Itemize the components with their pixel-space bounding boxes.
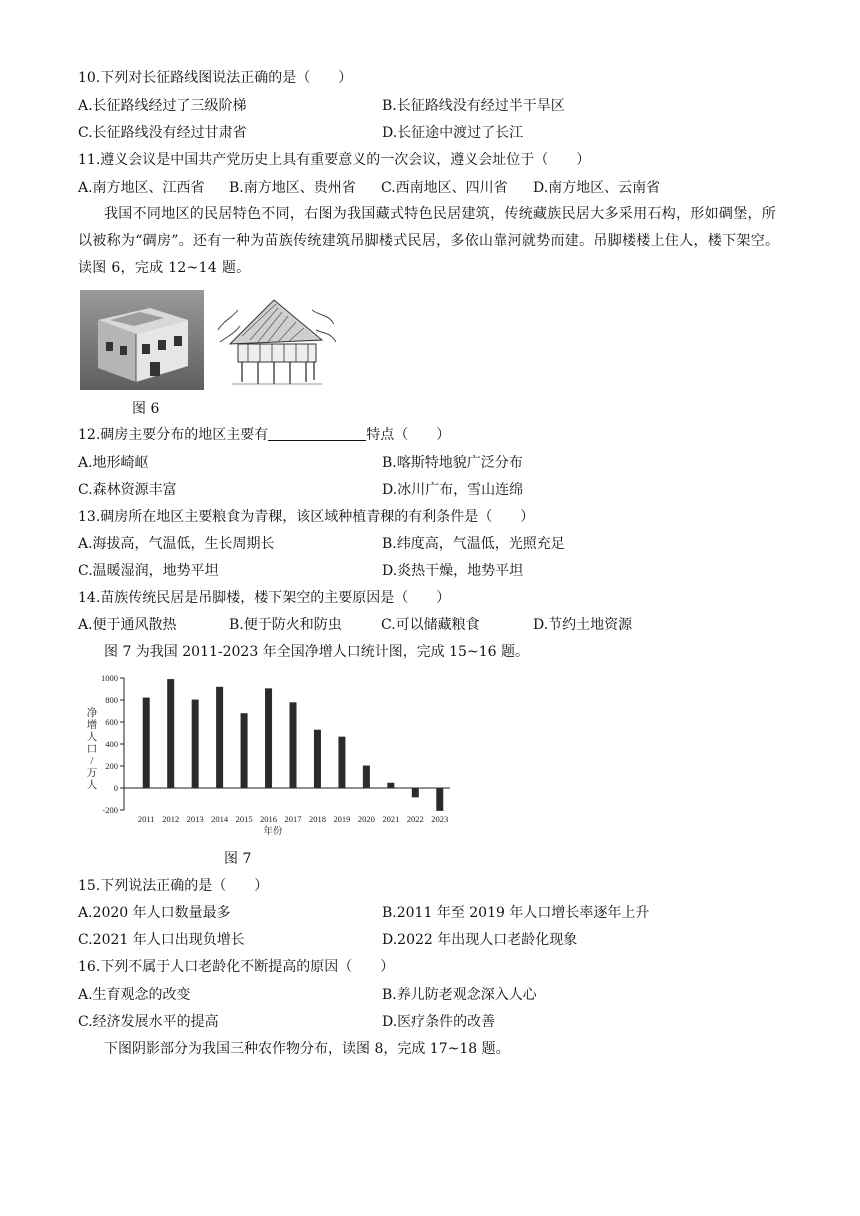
- bar-2017: [290, 702, 297, 788]
- y-tick-label: 400: [105, 739, 118, 749]
- x-tick-label: 2014: [211, 814, 229, 824]
- q16-stem: 16.下列不属于人口老龄化不断提高的原因（ ）: [78, 959, 395, 975]
- q10-stem: 10.下列对长征路线图说法正确的是（ ）: [78, 70, 353, 86]
- y-axis-label-char: 万: [86, 768, 98, 779]
- q16-option-d: D.医疗条件的改善: [382, 1014, 496, 1030]
- q13-option-a: A.海拔高，气温低，生长周期长: [78, 536, 275, 552]
- bar-2015: [241, 713, 248, 788]
- q13-stem: 13.碉房所在地区主要粮食为青稞，该区域种植青稞的有利条件是（ ）: [78, 509, 535, 525]
- y-tick-label: 1000: [101, 673, 118, 683]
- bar-2020: [363, 766, 370, 788]
- q14-stem: 14.苗族传统民居是吊脚楼，楼下架空的主要原因是（ ）: [78, 590, 451, 606]
- x-axis-label: 年份: [263, 827, 283, 837]
- y-tick-label: 200: [105, 761, 118, 771]
- bar-2012: [167, 679, 174, 788]
- x-tick-label: 2012: [162, 814, 180, 824]
- figure-7-chart: [78, 668, 468, 838]
- figure-7-caption: 图 7: [224, 851, 252, 867]
- q16-option-b: B.养儿防老观念深入人心: [382, 987, 537, 1003]
- bar-2013: [192, 700, 199, 788]
- q14-option-a: A.便于通风散热: [78, 617, 177, 633]
- x-tick-label: 2017: [284, 814, 302, 824]
- x-tick-label: 2023: [431, 814, 449, 824]
- y-tick-label: 600: [105, 717, 118, 727]
- q10-option-d: D.长征途中渡过了长江: [382, 125, 524, 141]
- q15-option-d: D.2022 年出现人口老龄化现象: [382, 932, 578, 948]
- q14-option-c: C.可以储藏粮食: [381, 617, 480, 633]
- bar-2023: [436, 788, 443, 811]
- q11-stem: 11.遵义会议是中国共产党历史上具有重要意义的一次会议，遵义会址位于（ ）: [78, 152, 591, 168]
- bar-2011: [143, 698, 150, 788]
- y-axis-label-char: 净: [86, 708, 98, 719]
- q11-option-d: D.南方地区、云南省: [533, 180, 661, 196]
- intro-fig7: 图 7 为我国 2011-2023 年全国净增人口统计图，完成 15~16 题。: [104, 644, 529, 660]
- q12-option-d: D.冰川广布，雪山连绵: [382, 482, 524, 498]
- q12-stem-before: 12.碉房主要分布的地区主要有: [78, 427, 269, 443]
- q10-option-a: A.长征路线经过了三级阶梯: [78, 98, 247, 114]
- intro-fig6-paragraph: 我国不同地区的民居特色不同，右图为我国藏式特色民居建筑，传统藏族民居大多采用石构，形如碉堡，所以被称为“碉房”。还有一种为苗族传统建筑吊脚楼式民居，多依山靠河就势而建。吊脚楼楼上住人，楼下架空。读图 6，完成 12~14 题。: [78, 206, 780, 276]
- x-tick-label: 2018: [308, 814, 326, 824]
- y-tick-label: 800: [105, 695, 118, 705]
- q15-option-c: C.2021 年人口出现负增长: [78, 932, 245, 948]
- q15-stem: 15.下列说法正确的是（ ）: [78, 878, 269, 894]
- q16-option-a: A.生育观念的改变: [78, 987, 191, 1003]
- x-tick-label: 2011: [137, 814, 155, 824]
- q15-option-a: A.2020 年人口数量最多: [78, 905, 231, 921]
- bar-2021: [387, 783, 394, 788]
- y-axis-label-char: /: [90, 756, 94, 767]
- q12-stem-after: 特点（ ）: [366, 427, 451, 443]
- bar-2019: [338, 737, 345, 788]
- x-tick-label: 2022: [406, 814, 424, 824]
- y-tick-label: -200: [102, 805, 118, 815]
- intro-fig8: 下图阴影部分为我国三种农作物分布，读图 8，完成 17~18 题。: [104, 1041, 510, 1057]
- y-axis-label-char: 口: [86, 744, 98, 755]
- q12-stem: [78, 426, 450, 444]
- miao-stilt-house-image: [212, 290, 338, 390]
- q12-option-a: A.地形崎岖: [78, 455, 149, 471]
- q13-option-c: C.温暖湿润，地势平坦: [78, 563, 219, 579]
- bar-2022: [412, 788, 419, 797]
- x-tick-label: 2013: [186, 814, 204, 824]
- tibetan-stone-house-image: [80, 290, 204, 390]
- bar-2016: [265, 688, 272, 788]
- x-tick-label: 2019: [333, 814, 351, 824]
- net-population-bar-chart: [78, 668, 468, 838]
- q15-option-b: B.2011 年至 2019 年人口增长率逐年上升: [382, 905, 650, 921]
- q10-option-c: C.长征路线没有经过甘肃省: [78, 125, 247, 141]
- q13-option-b: B.纬度高，气温低，光照充足: [382, 536, 565, 552]
- x-tick-label: 2015: [235, 814, 253, 824]
- q11-option-b: B.南方地区、贵州省: [229, 180, 356, 196]
- q13-option-d: D.炎热干燥，地势平坦: [382, 563, 524, 579]
- q12-option-b: B.喀斯特地貌广泛分布: [382, 455, 523, 471]
- q16-option-c: C.经济发展水平的提高: [78, 1014, 219, 1030]
- bar-2014: [216, 687, 223, 788]
- y-tick-label: 0: [113, 783, 118, 793]
- q11-option-a: A.南方地区、江西省: [78, 180, 205, 196]
- q14-option-b: B.便于防火和防虫: [229, 617, 342, 633]
- q12-answer-blank: [268, 426, 366, 441]
- x-tick-label: 2021: [382, 814, 400, 824]
- y-axis-label-char: 人: [86, 732, 98, 743]
- x-tick-label: 2016: [260, 814, 278, 824]
- q10-option-b: B.长征路线没有经过半干旱区: [382, 98, 565, 114]
- q14-option-d: D.节约土地资源: [533, 617, 633, 633]
- figure-6-caption: 图 6: [132, 401, 160, 417]
- q11-option-c: C.西南地区、四川省: [381, 180, 508, 196]
- bar-2018: [314, 730, 321, 788]
- x-tick-label: 2020: [357, 814, 375, 824]
- y-axis-label-char: 增: [86, 720, 98, 731]
- q12-option-c: C.森林资源丰富: [78, 482, 177, 498]
- y-axis-label-char: 人: [86, 780, 98, 791]
